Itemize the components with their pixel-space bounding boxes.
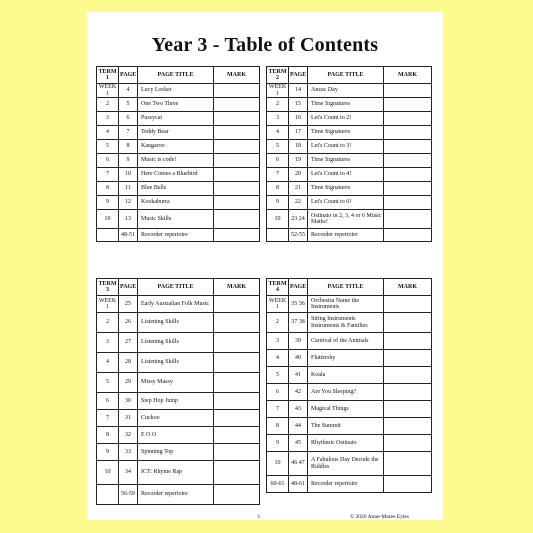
page-cell: 31 (119, 410, 138, 427)
title-cell: Music Skills (138, 210, 214, 229)
page-cell: 40 (289, 350, 308, 367)
mark-cell (214, 393, 260, 410)
mark-cell (384, 452, 432, 476)
week-cell: 3 (97, 333, 119, 353)
page-cell: 48-61 (289, 476, 308, 493)
mark-cell (214, 126, 260, 140)
page-cell: 32 (119, 427, 138, 444)
week-cell: 7 (267, 168, 289, 182)
mark-cell (384, 296, 432, 313)
table-row (267, 350, 432, 367)
week-cell: WEEK 1 (267, 84, 289, 98)
mark-header: MARK (384, 279, 432, 296)
title-cell: A Fabulous Day Decode the Riddles (308, 452, 384, 476)
mark-cell (384, 229, 432, 242)
mark-cell (214, 98, 260, 112)
page-cell: 27 (119, 333, 138, 353)
mark-cell (214, 373, 260, 393)
page-cell: 13 (119, 210, 138, 229)
week-cell: 5 (267, 140, 289, 154)
title-cell: Are You Sleeping? (308, 384, 384, 401)
footer-page-number: 3 (257, 514, 260, 520)
table-row (267, 333, 432, 350)
title-cell: Let's Count to 2! (308, 112, 384, 126)
table-row (97, 485, 260, 505)
mark-cell (214, 313, 260, 333)
title-cell: Recorder repertoire (138, 229, 214, 242)
title-cell: Koala (308, 367, 384, 384)
mark-cell (214, 296, 260, 313)
mark-header: MARK (384, 67, 432, 84)
title-cell: Listening Skills (138, 313, 214, 333)
title-cell: Blue Bells (138, 182, 214, 196)
page-cell: 56-59 (119, 485, 138, 505)
term-1-table (96, 66, 260, 242)
mark-cell (384, 401, 432, 418)
table-row (97, 461, 260, 485)
page-cell: 23 24 (289, 210, 308, 229)
mark-cell (384, 196, 432, 210)
mark-cell (214, 154, 260, 168)
mark-cell (384, 126, 432, 140)
week-cell: 4 (97, 353, 119, 373)
title-cell: Let's Count to 6! (308, 196, 384, 210)
title-cell: Ostinato in 2, 3, 4 or 6 Music Maths! (308, 210, 384, 229)
title-cell: Time Signatures (308, 98, 384, 112)
title-cell: Missy Massy (138, 373, 214, 393)
week-cell: 4 (267, 126, 289, 140)
week-cell: 9 (97, 444, 119, 461)
title-cell: Magical Things (308, 401, 384, 418)
title-cell: Fluttershy (308, 350, 384, 367)
page-cell: 12 (119, 196, 138, 210)
title-cell: Let's Count to 4! (308, 168, 384, 182)
week-cell: 2 (267, 313, 289, 333)
page-header: PAGE (289, 67, 308, 84)
week-cell: 2 (97, 98, 119, 112)
page-cell: 19 (289, 154, 308, 168)
title-cell: Early Australian Folk Music (138, 296, 214, 313)
week-cell (97, 485, 119, 505)
mark-cell (384, 476, 432, 493)
page-title-header: PAGE TITLE (308, 279, 384, 296)
page-cell: 15 (289, 98, 308, 112)
mark-cell (214, 333, 260, 353)
title-cell: Time Signatures (308, 126, 384, 140)
mark-cell (384, 168, 432, 182)
week-cell: 5 (97, 140, 119, 154)
page-cell: 44 (289, 418, 308, 435)
table-row (97, 168, 260, 182)
table-row (267, 210, 432, 229)
week-cell: 5 (267, 367, 289, 384)
mark-header: MARK (214, 67, 260, 84)
week-cell: 7 (97, 168, 119, 182)
page-cell: 45 (289, 435, 308, 452)
page-cell: 29 (119, 373, 138, 393)
page-cell: 30 (119, 393, 138, 410)
table-row (97, 126, 260, 140)
table-row (97, 154, 260, 168)
week-cell: 6 (97, 393, 119, 410)
page-header: PAGE (289, 279, 308, 296)
week-cell: 3 (267, 112, 289, 126)
table-row (97, 98, 260, 112)
table-row (267, 367, 432, 384)
week-cell: 4 (97, 126, 119, 140)
page-cell: 46 47 (289, 452, 308, 476)
title-cell: E O O (138, 427, 214, 444)
page-title-header: PAGE TITLE (138, 67, 214, 84)
page-cell: 7 (119, 126, 138, 140)
title-cell: Recorder repertoire (138, 485, 214, 505)
title-cell: Teddy Bear (138, 126, 214, 140)
mark-cell (384, 140, 432, 154)
mark-cell (384, 384, 432, 401)
page-cell: 25 (119, 296, 138, 313)
mark-cell (214, 427, 260, 444)
week-cell: 9 (97, 196, 119, 210)
mark-cell (384, 98, 432, 112)
week-cell: 4 (267, 350, 289, 367)
title-cell: Lucy Locket (138, 84, 214, 98)
title-cell: Let's Count to 3! (308, 140, 384, 154)
page-cell: 4 (119, 84, 138, 98)
page-cell: 28 (119, 353, 138, 373)
table-row (267, 168, 432, 182)
page-cell: 18 (289, 140, 308, 154)
table-row (97, 333, 260, 353)
title-cell: One Two Three (138, 98, 214, 112)
week-cell: 9 (267, 196, 289, 210)
page-cell: 37 38 (289, 313, 308, 333)
table-row (97, 229, 260, 242)
page-cell: 17 (289, 126, 308, 140)
mark-cell (214, 485, 260, 505)
mark-cell (214, 112, 260, 126)
title-cell: Time Signatures (308, 182, 384, 196)
table-row (267, 84, 432, 98)
table-row (97, 353, 260, 373)
term-label: TERM 4 (267, 279, 289, 296)
title-cell: Pussycat (138, 112, 214, 126)
title-cell: Rhythmic Ostinato (308, 435, 384, 452)
title-cell: Music is code! (138, 154, 214, 168)
mark-cell (384, 313, 432, 333)
term-label: TERM 2 (267, 67, 289, 84)
header-row (97, 279, 260, 296)
mark-cell (384, 154, 432, 168)
title-cell: Step Hop Jump (138, 393, 214, 410)
table-row (97, 210, 260, 229)
page-title-header: PAGE TITLE (138, 279, 214, 296)
title-cell: Time Signatures (308, 154, 384, 168)
table-row (97, 313, 260, 333)
mark-cell (384, 84, 432, 98)
week-cell: 3 (267, 333, 289, 350)
page-cell: 8 (119, 140, 138, 154)
title-cell: Here Comes a Bluebird (138, 168, 214, 182)
page-cell: 6 (119, 112, 138, 126)
page-cell: 9 (119, 154, 138, 168)
title-cell: Anzac Day (308, 84, 384, 98)
mark-cell (214, 210, 260, 229)
header-row (267, 67, 432, 84)
week-cell: 2 (267, 98, 289, 112)
title-cell: Listening Skills (138, 353, 214, 373)
title-cell: Recorder repertoire (308, 476, 384, 493)
week-cell: 7 (267, 401, 289, 418)
week-cell (97, 229, 119, 242)
table-row (267, 384, 432, 401)
page-cell: 41 (289, 367, 308, 384)
table-row (267, 112, 432, 126)
table-row (97, 393, 260, 410)
page-cell: 22 (289, 196, 308, 210)
mark-cell (214, 353, 260, 373)
page-header: PAGE (119, 279, 138, 296)
page-cell: 11 (119, 182, 138, 196)
header-row (97, 67, 260, 84)
title-cell: Kangaroo (138, 140, 214, 154)
week-cell: 9 (267, 435, 289, 452)
page-cell: 52-55 (289, 229, 308, 242)
table-row (97, 296, 260, 313)
week-cell: 10 (267, 452, 289, 476)
page-header: PAGE (119, 67, 138, 84)
footer-copyright: © 2020 Anne-Maree Eyles (350, 514, 410, 520)
week-cell: WEEK 1 (267, 296, 289, 313)
term-label: TERM 1 (97, 67, 119, 84)
title-cell: String Instruments Instruments & Families (308, 313, 384, 333)
table-row (267, 435, 432, 452)
page-cell: 21 (289, 182, 308, 196)
title-cell: The Summit (308, 418, 384, 435)
page-cell: 35 36 (289, 296, 308, 313)
week-cell: 8 (267, 418, 289, 435)
week-cell: 6 (97, 154, 119, 168)
mark-cell (214, 229, 260, 242)
mark-cell (384, 435, 432, 452)
week-cell: 60-61 (267, 476, 289, 493)
page-cell: 5 (119, 98, 138, 112)
page-title: Year 3 - Table of Contents (151, 34, 379, 56)
week-cell: 8 (267, 182, 289, 196)
table-row (267, 401, 432, 418)
mark-cell (214, 461, 260, 485)
document-page (87, 12, 443, 520)
table-row (267, 296, 432, 313)
table-row (267, 313, 432, 333)
mark-cell (214, 140, 260, 154)
page-cell: 33 (119, 444, 138, 461)
mark-cell (214, 168, 260, 182)
page-cell: 20 (289, 168, 308, 182)
mark-cell (214, 84, 260, 98)
page-cell: 10 (119, 168, 138, 182)
mark-cell (384, 367, 432, 384)
page-cell: 39 (289, 333, 308, 350)
mark-header: MARK (214, 279, 260, 296)
page-cell: 14 (289, 84, 308, 98)
week-cell: 6 (267, 154, 289, 168)
mark-cell (384, 350, 432, 367)
term-4-table (266, 278, 432, 493)
term-3-table (96, 278, 260, 505)
week-cell: WEEK 1 (97, 84, 119, 98)
week-cell: 8 (97, 427, 119, 444)
week-cell: 3 (97, 112, 119, 126)
mark-cell (214, 196, 260, 210)
page-cell: 48-51 (119, 229, 138, 242)
page-cell: 43 (289, 401, 308, 418)
mark-cell (384, 182, 432, 196)
page-cell: 34 (119, 461, 138, 485)
week-cell: 10 (97, 461, 119, 485)
table-row (97, 373, 260, 393)
mark-cell (384, 418, 432, 435)
table-row (267, 126, 432, 140)
table-row (267, 476, 432, 493)
mark-cell (384, 112, 432, 126)
table-row (97, 444, 260, 461)
table-row (97, 84, 260, 98)
table-row (97, 196, 260, 210)
header-row (267, 279, 432, 296)
page-title-header: PAGE TITLE (308, 67, 384, 84)
title-cell: Listening Skills (138, 333, 214, 353)
table-row (267, 418, 432, 435)
page-cell: 16 (289, 112, 308, 126)
title-cell: Orchestra Name the Instruments (308, 296, 384, 313)
page-cell: 26 (119, 313, 138, 333)
table-row (267, 154, 432, 168)
term-2-table (266, 66, 432, 242)
week-cell: 10 (267, 210, 289, 229)
mark-cell (214, 410, 260, 427)
table-row (97, 112, 260, 126)
page-cell: 42 (289, 384, 308, 401)
term-label: TERM 3 (97, 279, 119, 296)
table-row (97, 140, 260, 154)
week-cell: 10 (97, 210, 119, 229)
table-row (267, 196, 432, 210)
week-cell: 6 (267, 384, 289, 401)
week-cell: 2 (97, 313, 119, 333)
table-row (97, 427, 260, 444)
week-cell: 8 (97, 182, 119, 196)
mark-cell (214, 444, 260, 461)
table-row (97, 182, 260, 196)
week-cell: WEEK 1 (97, 296, 119, 313)
table-row (267, 140, 432, 154)
title-cell: Spinning Top (138, 444, 214, 461)
table-row (97, 410, 260, 427)
mark-cell (384, 210, 432, 229)
title-cell: Recorder repertoire (308, 229, 384, 242)
week-cell: 5 (97, 373, 119, 393)
title-cell: ICT: Rhyme Rap (138, 461, 214, 485)
title-cell: Kookaburra (138, 196, 214, 210)
table-row (267, 98, 432, 112)
title-cell: Carnival of the Animals (308, 333, 384, 350)
week-cell: 7 (97, 410, 119, 427)
mark-cell (214, 182, 260, 196)
mark-cell (384, 333, 432, 350)
title-cell: Cuckoo (138, 410, 214, 427)
table-row (267, 452, 432, 476)
table-row (267, 182, 432, 196)
table-row (267, 229, 432, 242)
week-cell (267, 229, 289, 242)
